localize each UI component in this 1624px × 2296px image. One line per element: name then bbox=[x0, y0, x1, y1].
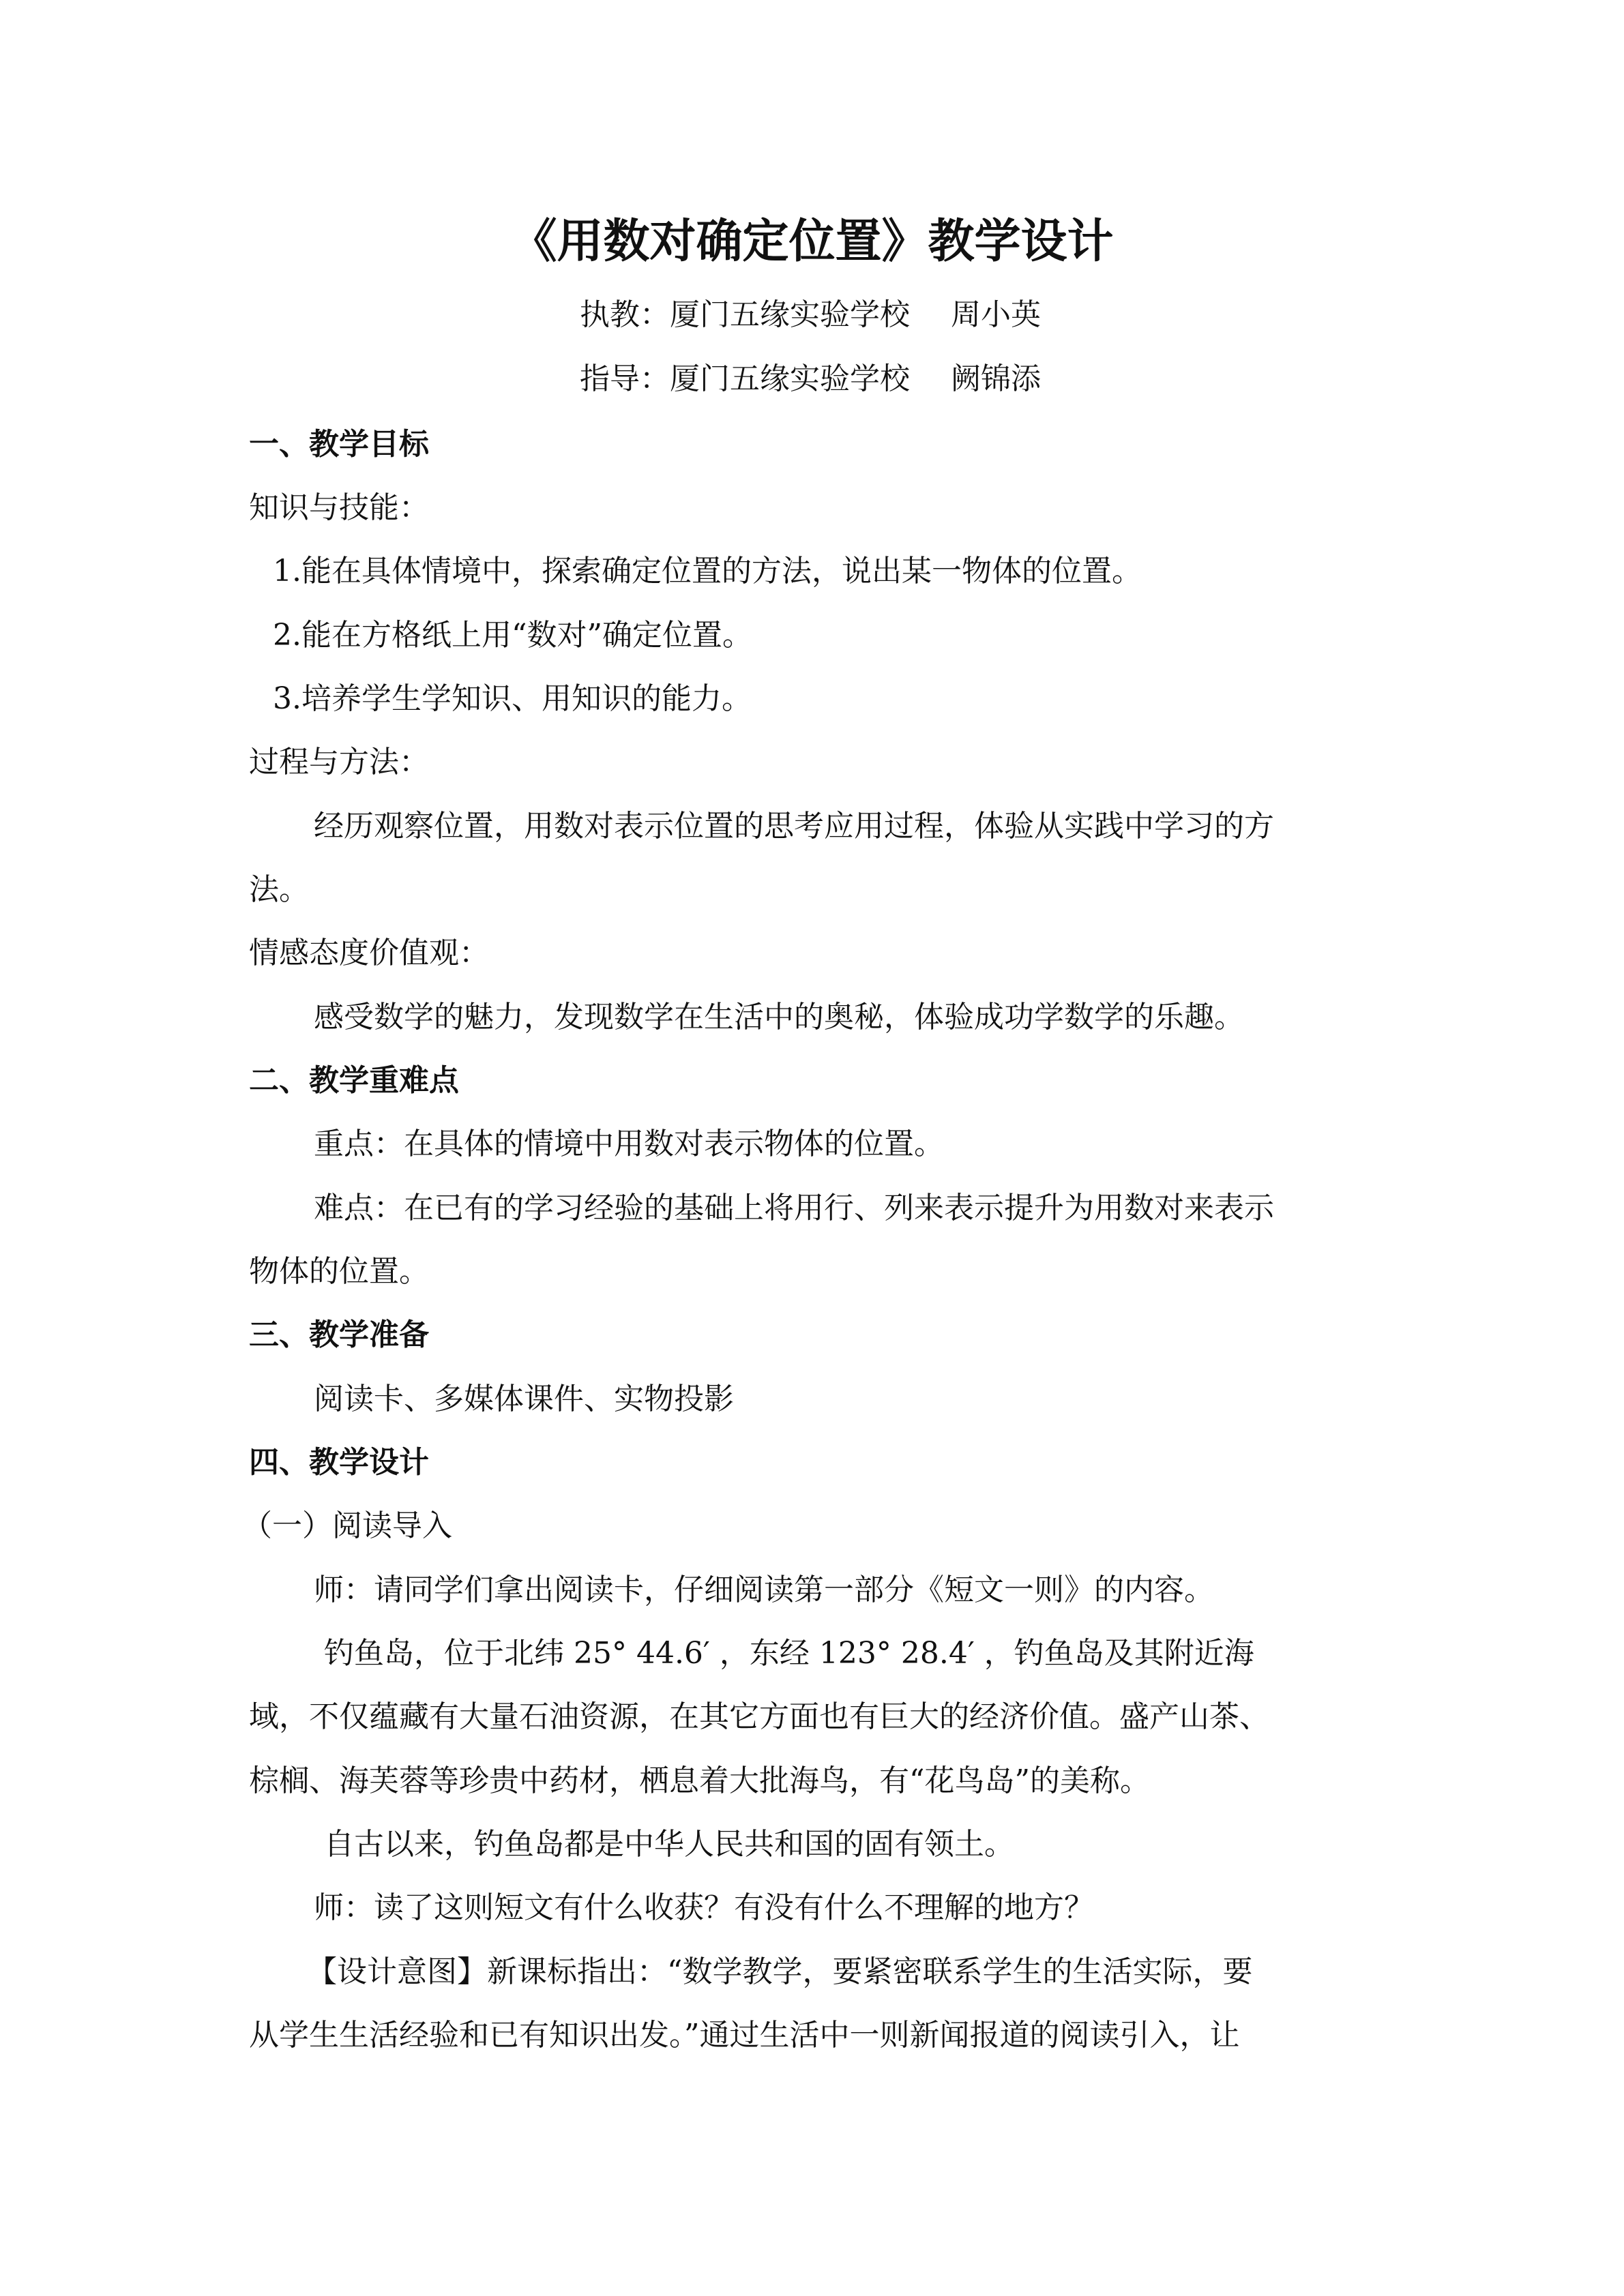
teacher-label: 执教：厦门五缘实验学校 bbox=[580, 297, 910, 332]
advisor-name: 阙锦添 bbox=[951, 361, 1041, 396]
reading-text-line-4: 自古以来，钓鱼岛都是中华人民共和国的固有领土。 bbox=[324, 1827, 1014, 1862]
emotion-text: 感受数学的魅力，发现数学在生活中的奥秘，体验成功学数学的乐趣。 bbox=[314, 1000, 1244, 1034]
advisor-byline bbox=[580, 359, 1041, 400]
section-heading-key-points: 二、教学重难点 bbox=[249, 1063, 459, 1098]
knowledge-item-1: 1.能在具体情境中，探索确定位置的方法，说出某一物体的位置。 bbox=[273, 554, 1142, 588]
advisor-label: 指导：厦门五缘实验学校 bbox=[580, 361, 910, 396]
section-heading-design: 四、教学设计 bbox=[249, 1445, 429, 1480]
section-heading-preparation: 三、教学准备 bbox=[249, 1317, 429, 1352]
design-intent-line-2: 从学生生活经验和已有知识出发。”通过生活中一则新闻报道的阅读引入，让 bbox=[249, 2018, 1240, 2053]
reading-text-line-1: 钓鱼岛，位于北纬 25° 44.6′ ，东经 123° 28.4′ ，钓鱼岛及其附近海 bbox=[324, 1636, 1254, 1671]
reading-text-line-2: 域，不仅蕴藏有大量石油资源，在其它方面也有巨大的经济价值。盛产山茶、 bbox=[249, 1699, 1269, 1734]
process-label: 过程与方法： bbox=[249, 745, 429, 779]
process-text-line-2: 法。 bbox=[249, 872, 309, 907]
knowledge-item-3: 3.培养学生学知识、用知识的能力。 bbox=[273, 681, 752, 716]
emotion-label: 情感态度价值观： bbox=[249, 936, 489, 970]
process-text-line-1: 经历观察位置，用数对表示位置的思考应用过程，体验从实践中学习的方 bbox=[314, 809, 1274, 844]
difficulty-text-line-1: 难点：在已有的学习经验的基础上将用行、列来表示提升为用数对来表示 bbox=[314, 1191, 1274, 1225]
difficulty-text-line-2: 物体的位置。 bbox=[249, 1254, 429, 1289]
knowledge-label: 知识与技能： bbox=[249, 490, 429, 525]
preparation-text: 阅读卡、多媒体课件、实物投影 bbox=[314, 1382, 734, 1416]
design-intent-line-1: 【设计意图】新课标指出：“数学教学，要紧密联系学生的生活实际，要 bbox=[307, 1954, 1253, 1989]
teacher-line-2: 师：读了这则短文有什么收获？有没有什么不理解的地方？ bbox=[314, 1890, 1094, 1925]
document-title: 《用数对确定位置》教学设计 bbox=[510, 215, 1114, 269]
teacher-line-1: 师：请同学们拿出阅读卡，仔细阅读第一部分《短文一则》的内容。 bbox=[314, 1572, 1214, 1607]
teacher-name: 周小英 bbox=[951, 297, 1041, 332]
sub-heading-reading-intro: （一）阅读导入 bbox=[242, 1508, 452, 1543]
reading-text-line-3: 棕榈、海芙蓉等珍贵中药材，栖息着大批海鸟，有“花鸟岛”的美称。 bbox=[249, 1763, 1150, 1798]
knowledge-item-2: 2.能在方格纸上用“数对”确定位置。 bbox=[273, 618, 752, 653]
key-point-text: 重点：在具体的情境中用数对表示物体的位置。 bbox=[314, 1127, 944, 1161]
teacher-byline bbox=[580, 295, 1041, 336]
section-heading-objectives: 一、教学目标 bbox=[249, 427, 429, 462]
